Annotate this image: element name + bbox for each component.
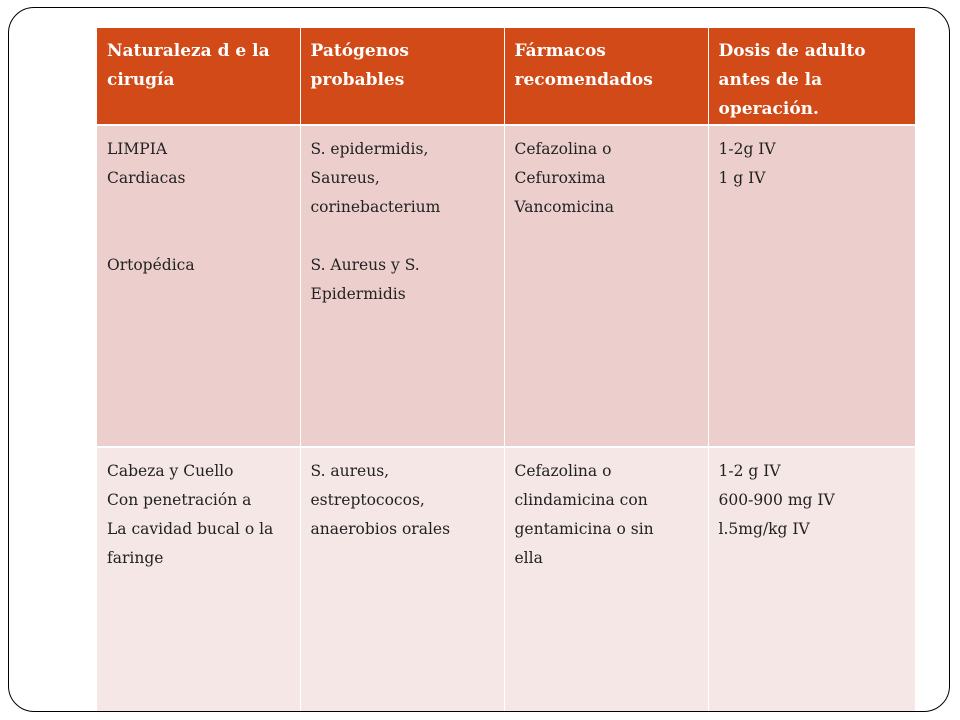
cell-adult-dose: 1-2g IV 1 g IV xyxy=(708,125,915,447)
cell-surgery-type: Cabeza y Cuello Con penetración a La cavidad bucal o la faringe xyxy=(97,447,300,712)
cell-adult-dose: 1-2 g IV 600-900 mg IV l.5mg/kg IV xyxy=(708,447,915,712)
cell-drugs: Cefazolina o clindamicina con gentamicina o sin ella xyxy=(504,447,708,712)
cell-pathogens: S. aureus, estreptococos, anaerobios orales xyxy=(300,447,504,712)
header-drugs: Fármacos recomendados xyxy=(504,28,708,125)
header-row xyxy=(97,28,915,125)
cell-pathogens: S. epidermidis, Saureus, corinebacterium S. Aureus y S. Epidermidis xyxy=(300,125,504,447)
header-surgery-type: Naturaleza d e la cirugía xyxy=(97,28,300,125)
cell-drugs: Cefazolina o Cefuroxima Vancomicina xyxy=(504,125,708,447)
cell-surgery-type: LIMPIA Cardiacas Ortopédica xyxy=(97,125,300,447)
table-row xyxy=(97,447,915,712)
table-row xyxy=(97,125,915,447)
slide-frame xyxy=(8,7,950,712)
header-pathogens: Patógenos probables xyxy=(300,28,504,125)
prophylaxis-table xyxy=(97,28,915,712)
header-adult-dose: Dosis de adulto antes de la operación. xyxy=(708,28,915,125)
